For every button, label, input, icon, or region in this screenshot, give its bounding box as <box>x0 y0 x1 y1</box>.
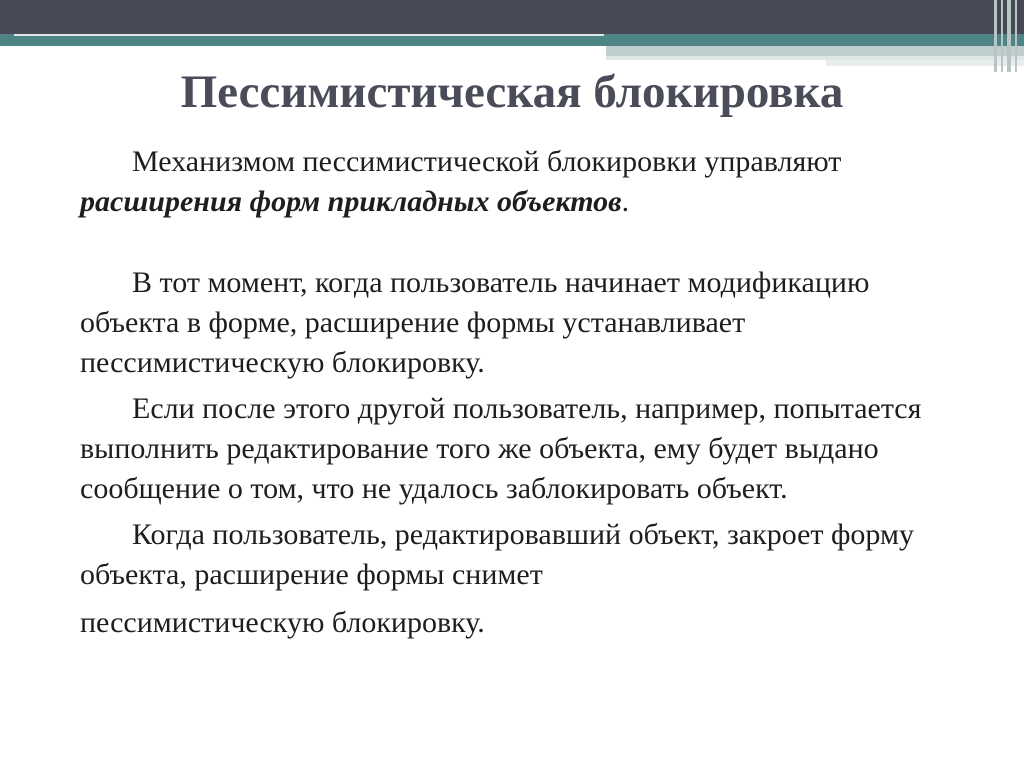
paragraph-mechanism <box>80 142 960 222</box>
header-band <box>0 0 1024 34</box>
paragraph-tail: пессимистическую блокировку. <box>80 606 485 639</box>
slide-body <box>80 142 960 643</box>
paragraph-period: . <box>621 185 630 218</box>
paragraph-lock-conflict: Если после этого другой пользователь, например, попытается выполнить редактирование того же объекта, ему будет выдано сообщение о том, что не удалось заблокировать объект. <box>80 392 922 505</box>
slide-title: Пессимистическая блокировка <box>180 66 844 118</box>
paragraph-lock-set: В тот момент, когда пользователь начинает модификацию объекта в форме, расширение формы устанавливает пессимистическую блокировку. <box>80 266 870 379</box>
decorative-strip <box>606 46 1024 56</box>
paragraph-text: Механизмом пессимистической блокировки управляют <box>132 145 842 178</box>
paragraph-lock-release <box>80 515 960 643</box>
paragraph-text: Когда пользователь, редактировавший объект, закроет форму объекта, расширение формы снимет <box>80 518 914 591</box>
accent-highlight-line <box>14 34 604 36</box>
emphasized-term: расширения форм прикладных объектов <box>80 185 622 218</box>
